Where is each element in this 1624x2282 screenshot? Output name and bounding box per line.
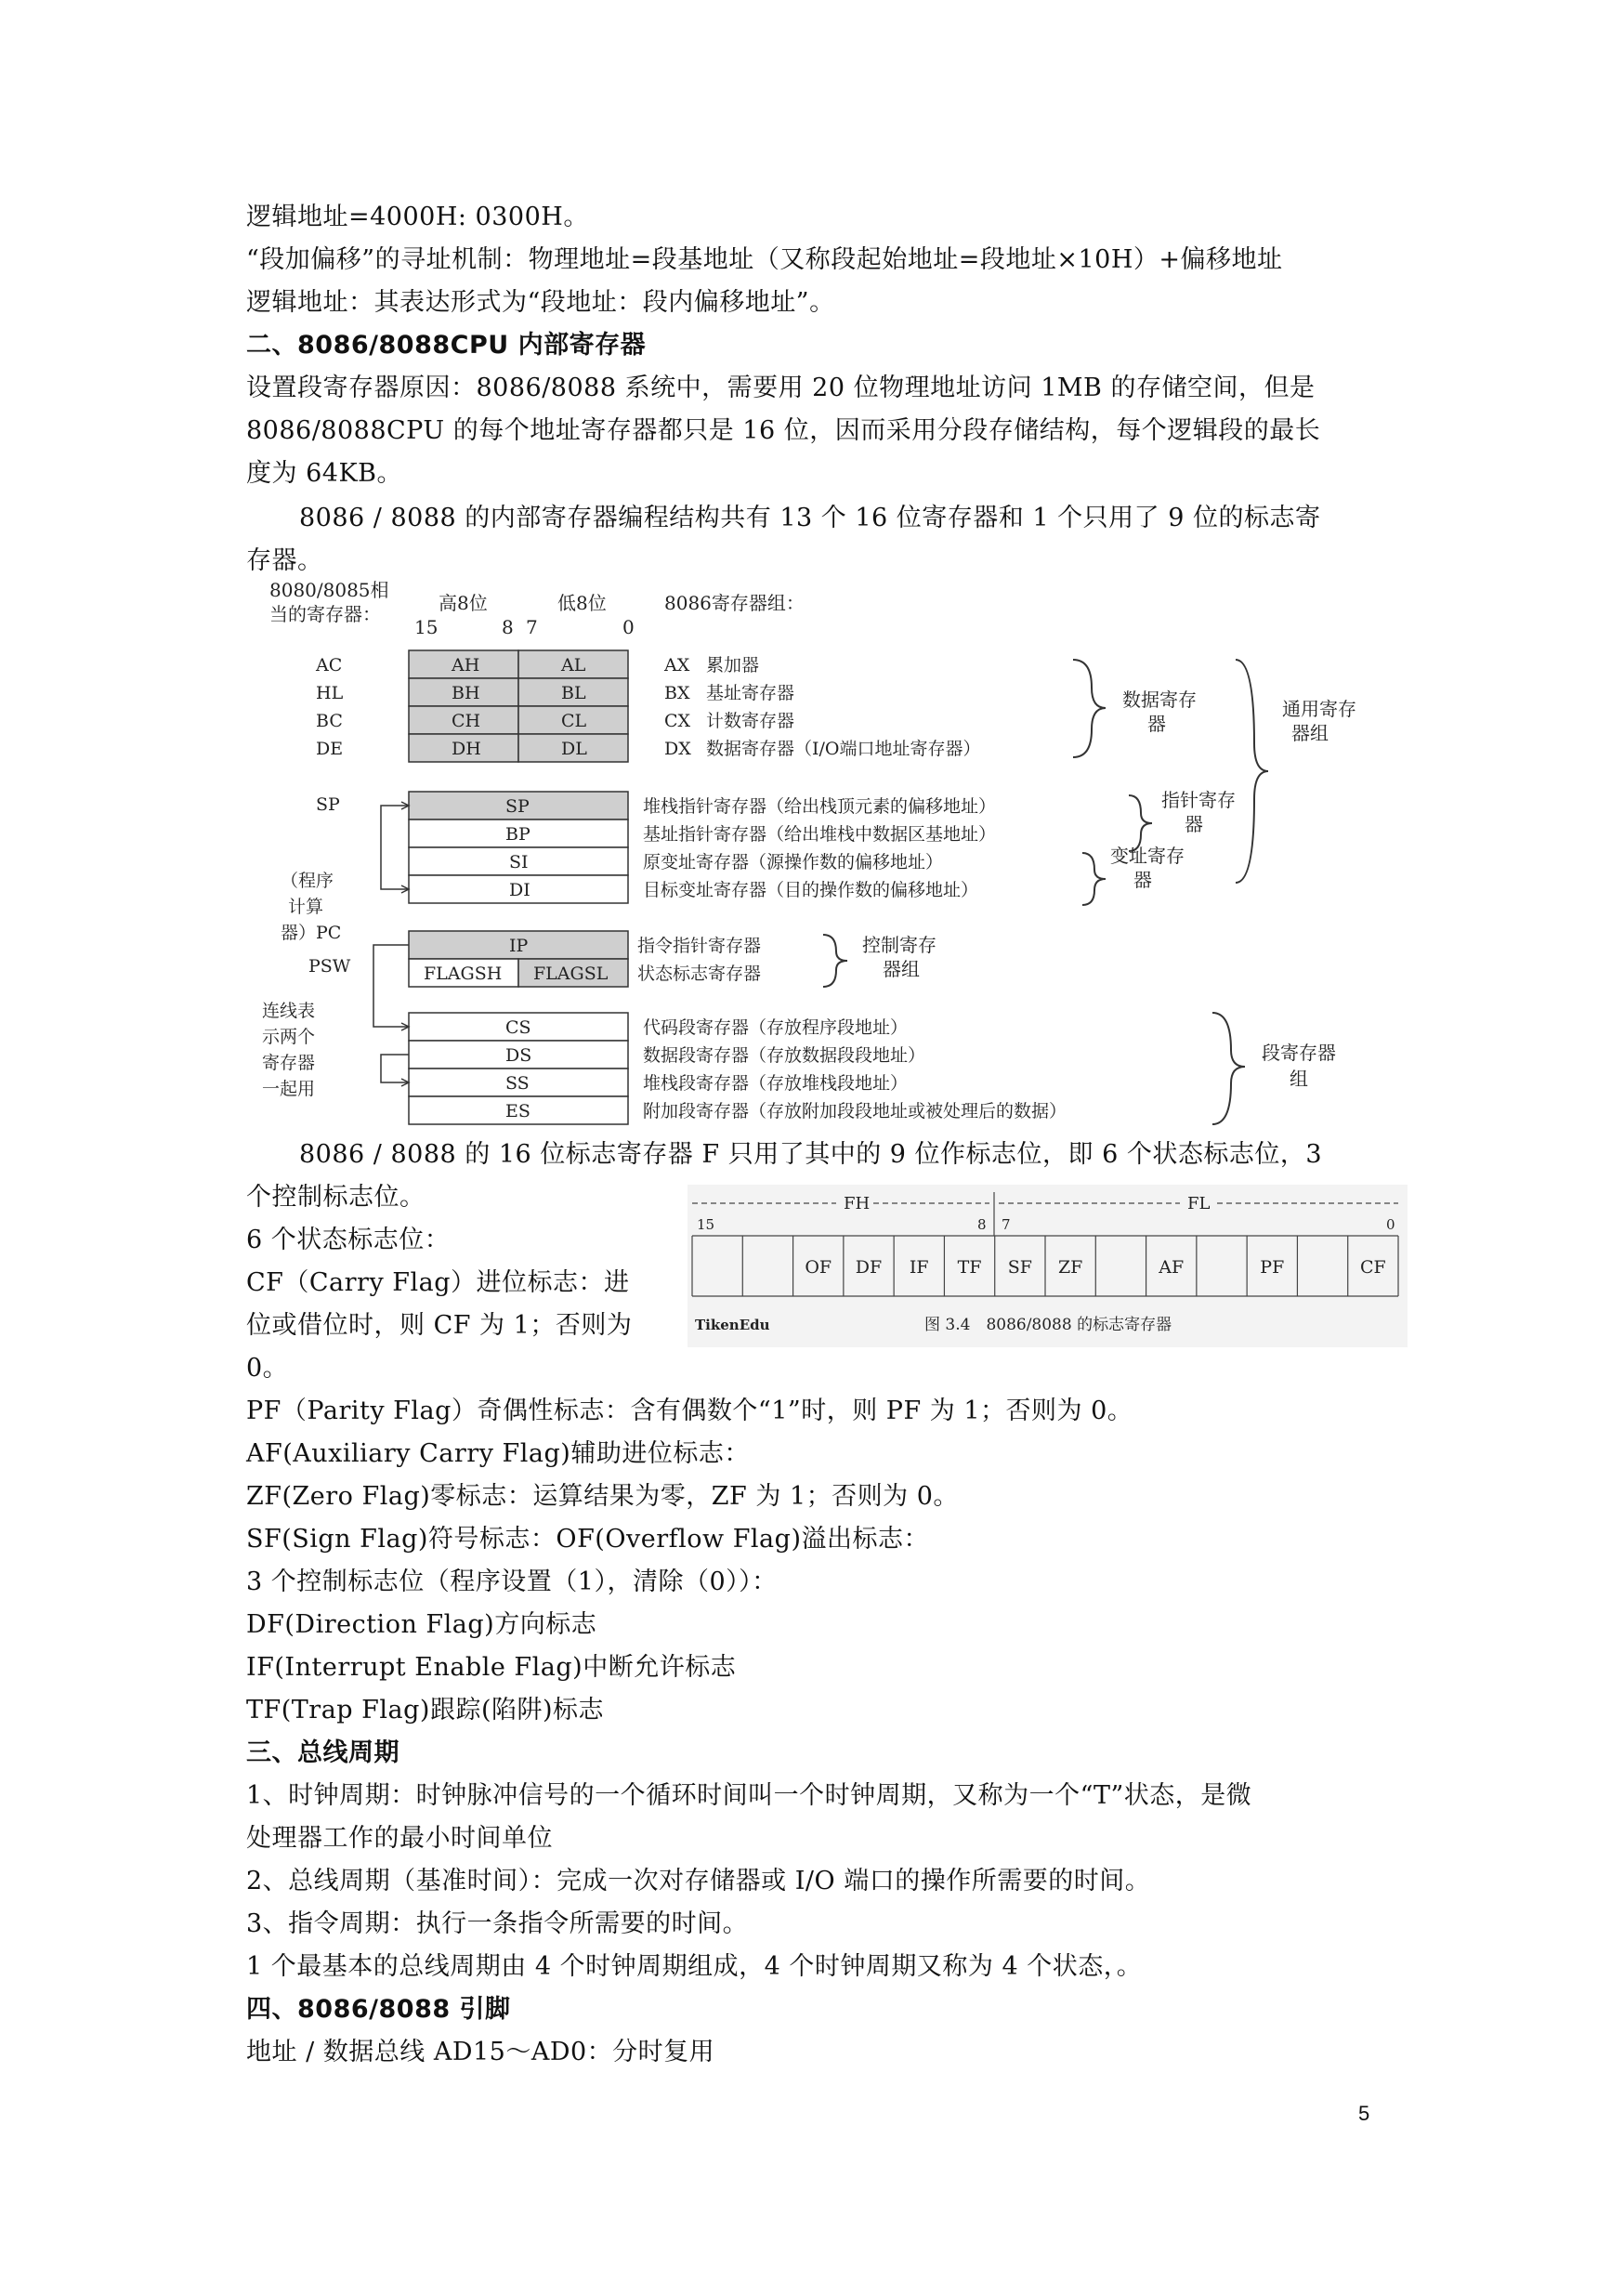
flag-cell-label: DF xyxy=(855,1257,883,1278)
reg-cell: DH xyxy=(452,739,481,759)
pc-note: （程序 xyxy=(281,871,334,891)
text-line: 设置段寄存器原因：8086/8088 系统中，需要用 20 位物理地址访问 1MB 的存储空间，但是 xyxy=(246,374,1316,402)
reg-name: DX xyxy=(664,739,691,759)
old-reg: DE xyxy=(316,739,344,759)
reg-cell: BP xyxy=(505,824,530,845)
reg-cell: DL xyxy=(561,739,587,759)
hi-label: 高8位 xyxy=(439,592,488,614)
text-line: SF(Sign Flag)符号标志：OF(Overflow Flag)溢出标志： xyxy=(246,1525,929,1554)
reg-cell: BH xyxy=(452,683,480,703)
old-reg: HL xyxy=(316,683,344,703)
text-line: 存器。 xyxy=(246,546,323,575)
reg-desc: 状态标志寄存器 xyxy=(637,964,762,984)
group-label: 段寄存器 xyxy=(1262,1042,1336,1064)
reg-cell: CL xyxy=(561,711,587,731)
text-line: 1 个最基本的总线周期由 4 个时钟周期组成，4 个时钟周期又称为 4 个状态，。 xyxy=(246,1952,1143,1981)
group-label: 器组 xyxy=(1291,722,1329,744)
reg-desc: 堆栈指针寄存器（给出栈顶元素的偏移地址） xyxy=(643,796,997,817)
group-label: 变址寄存 xyxy=(1110,845,1185,867)
reg-desc: 累加器 xyxy=(706,655,760,675)
reg-cell: DI xyxy=(509,880,530,900)
text-line: 0。 xyxy=(246,1354,289,1383)
bit-8: 8 xyxy=(502,616,514,638)
brace-seg xyxy=(1212,1013,1245,1124)
flag-cell-label: ZF xyxy=(1057,1257,1083,1278)
text-line: CF（Carry Flag）进位标志：进 xyxy=(246,1268,630,1297)
reg-cell: AH xyxy=(452,655,480,675)
fh-label: FH xyxy=(844,1194,871,1213)
text-line: PF（Parity Flag）奇偶性标志：含有偶数个“1”时，则 PF 为 1；否则为 0。 xyxy=(246,1397,1133,1425)
group-header: 8086寄存器组： xyxy=(664,592,805,614)
text-line: 3、指令周期：执行一条指令所需要的时间。 xyxy=(246,1909,749,1938)
text-line: TF(Trap Flag)跟踪(陷阱)标志 xyxy=(246,1696,605,1725)
text-line: ZF(Zero Flag)零标志：运算结果为零，ZF 为 1；否则为 0。 xyxy=(246,1482,959,1511)
reg-desc: 原变址寄存器（源操作数的偏移地址） xyxy=(643,852,944,872)
reg-desc: 目标变址寄存器（目的操作数的偏移地址） xyxy=(643,880,979,900)
text-line: DF(Direction Flag)方向标志 xyxy=(246,1610,597,1639)
bit-0: 0 xyxy=(622,616,635,638)
flag-register-figure xyxy=(688,1185,1408,1347)
group-label: 数据寄存 xyxy=(1122,689,1197,711)
link-line xyxy=(373,945,409,1027)
reg-cell: SI xyxy=(509,852,529,872)
left-header-1: 8080/8085相 xyxy=(269,579,389,601)
text-line: 个控制标志位。 xyxy=(246,1183,426,1212)
psw-label: PSW xyxy=(308,956,351,977)
text-line: 逻辑地址=4000H: 0300H。 xyxy=(246,203,589,231)
reg-desc: 指令指针寄存器 xyxy=(637,936,762,956)
reg-desc: 计数寄存器 xyxy=(706,711,795,731)
group-label: 器组 xyxy=(883,958,920,980)
text-line: 6 个状态标志位： xyxy=(246,1226,451,1254)
old-reg: SP xyxy=(316,794,340,815)
reg-desc: 附加段寄存器（存放附加段段地址或被处理后的数据） xyxy=(643,1101,1067,1121)
publisher-logo: TikenEdu xyxy=(695,1317,770,1333)
brace-data xyxy=(1073,660,1106,757)
reg-desc: 数据寄存器（I/O端口地址寄存器） xyxy=(706,739,981,759)
link-line xyxy=(381,1055,409,1082)
bit-label: 0 xyxy=(1386,1216,1395,1233)
reg-desc: 数据段寄存器（存放数据段段地址） xyxy=(643,1045,926,1066)
bit-label: 15 xyxy=(697,1216,715,1233)
link-note: 连线表 xyxy=(262,1001,316,1021)
reg-cell: ES xyxy=(505,1101,530,1121)
reg-desc: 代码段寄存器（存放程序段地址） xyxy=(643,1017,909,1038)
link-note: 寄存器 xyxy=(262,1053,316,1073)
group-label: 通用寄存 xyxy=(1282,698,1356,720)
pc-note: 计算 xyxy=(288,897,324,917)
text-line: 逻辑地址：其表达形式为“段地址：段内偏移地址”。 xyxy=(246,288,835,317)
text-line: 处理器工作的最小时间单位 xyxy=(246,1824,553,1853)
link-line xyxy=(381,806,409,889)
register-diagram xyxy=(242,576,1412,1134)
flag-cell-label: AF xyxy=(1159,1257,1185,1278)
reg-cell: FLAGSH xyxy=(424,964,503,984)
group-label: 指针寄存 xyxy=(1161,789,1236,811)
brace-ptr xyxy=(1129,795,1152,851)
text-line: 度为 64KB。 xyxy=(246,459,402,488)
flag-cell-label: OF xyxy=(805,1257,832,1278)
section-heading: 二、8086/8088CPU 内部寄存器 xyxy=(246,331,647,360)
pc-note: 器）PC xyxy=(281,923,342,943)
reg-cell: BL xyxy=(561,683,586,703)
text-line: 地址 / 数据总线 AD15～AD0：分时复用 xyxy=(246,2038,715,2066)
reg-cell: FLAGSL xyxy=(533,964,609,984)
reg-name: AX xyxy=(664,655,690,675)
group-label: 器 xyxy=(1185,813,1203,835)
reg-name: CX xyxy=(664,711,691,731)
reg-desc: 堆栈段寄存器（存放堆栈段地址） xyxy=(643,1073,909,1094)
reg-cell: AL xyxy=(561,655,586,675)
group-label: 组 xyxy=(1290,1068,1308,1090)
page-number: 5 xyxy=(1358,2102,1370,2125)
left-header-2: 当的寄存器： xyxy=(269,603,381,625)
text-line: 3 个控制标志位（程序设置（1），清除（0））： xyxy=(246,1567,778,1596)
flag-cell-label: PF xyxy=(1260,1257,1285,1278)
old-reg: BC xyxy=(316,711,343,731)
section-heading: 四、8086/8088 引脚 xyxy=(246,1995,511,2024)
reg-cell: CH xyxy=(452,711,481,731)
text-line: “段加偏移”的寻址机制：物理地址=段基地址（又称段起始地址=段地址×10H）+偏移地址 xyxy=(246,245,1283,274)
link-note: 一起用 xyxy=(262,1079,316,1099)
reg-name: BX xyxy=(664,683,690,703)
brace-general xyxy=(1236,660,1268,883)
old-reg: AC xyxy=(316,655,343,675)
text-line: IF(Interrupt Enable Flag)中断允许标志 xyxy=(246,1653,737,1682)
text-line: 8086 / 8088 的内部寄存器编程结构共有 13 个 16 位寄存器和 1 个只用了 9 位的标志寄 xyxy=(299,504,1321,532)
reg-cell: IP xyxy=(509,936,529,956)
text-line: 8086/8088CPU 的每个地址寄存器都只是 16 位，因而采用分段存储结构，每个逻辑段的最长 xyxy=(246,416,1321,445)
link-note: 示两个 xyxy=(262,1027,316,1047)
reg-cell: SS xyxy=(505,1073,530,1094)
flag-cell-label: CF xyxy=(1359,1257,1386,1278)
brace-idx xyxy=(1082,853,1106,905)
text-line: 2、总线周期（基准时间）：完成一次对存储器或 I/O 端口的操作所需要的时间。 xyxy=(246,1867,1151,1895)
group-label: 器 xyxy=(1133,869,1152,891)
flag-cell-label: IF xyxy=(909,1257,929,1278)
group-label: 器 xyxy=(1147,713,1166,735)
text-line: 位或借位时，则 CF 为 1；否则为 xyxy=(246,1311,633,1340)
text-line: AF(Auxiliary Carry Flag)辅助进位标志： xyxy=(246,1439,750,1468)
reg-cell: DS xyxy=(505,1045,532,1066)
lo-label: 低8位 xyxy=(557,592,607,614)
text-line: 1、时钟周期：时钟脉冲信号的一个循环时间叫一个时钟周期，又称为一个“T”状态，是微 xyxy=(246,1781,1252,1810)
reg-cell: SP xyxy=(505,796,530,817)
group-label: 控制寄存 xyxy=(862,934,936,956)
text-line: 8086 / 8088 的 16 位标志寄存器 F 只用了其中的 9 位作标志位，即 6 个状态标志位，3 xyxy=(299,1140,1323,1169)
brace-ctrl xyxy=(823,935,847,987)
flag-cell-label: SF xyxy=(1007,1257,1032,1278)
section-heading: 三、总线周期 xyxy=(246,1738,399,1767)
figure-caption: 图 3.4 8086/8088 的标志寄存器 xyxy=(924,1316,1172,1334)
flag-cell-label: TF xyxy=(957,1257,982,1278)
fl-label: FL xyxy=(1187,1194,1211,1213)
reg-desc: 基址指针寄存器（给出堆栈中数据区基地址） xyxy=(643,824,997,845)
bit-7: 7 xyxy=(526,616,538,638)
bit-label: 8 xyxy=(977,1216,987,1233)
reg-cell: CS xyxy=(505,1017,531,1038)
bit-label: 7 xyxy=(1002,1216,1011,1233)
reg-desc: 基址寄存器 xyxy=(706,683,795,703)
bit-15: 15 xyxy=(414,616,439,638)
